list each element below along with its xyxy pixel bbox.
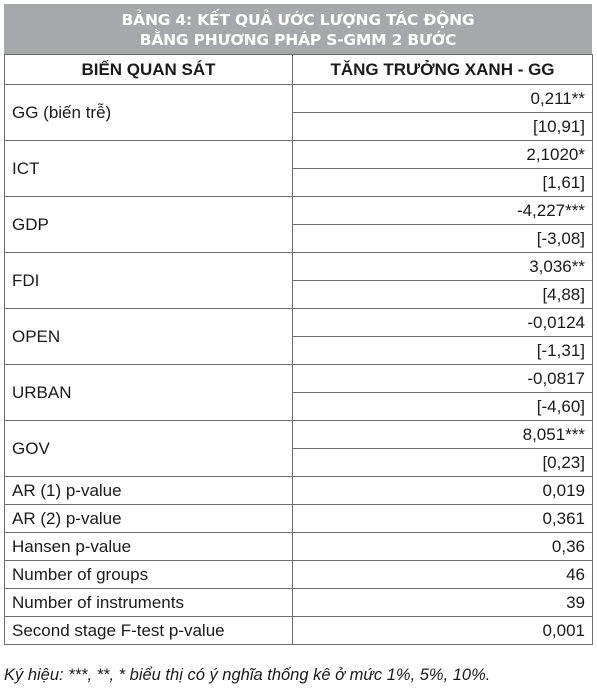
statistic-row	[5, 561, 593, 589]
statistic-value: 0,001	[293, 617, 593, 645]
t-statistic-value: [4,88]	[293, 281, 593, 309]
variable-row-coef	[5, 253, 593, 281]
statistic-name: Hansen p-value	[5, 533, 293, 561]
coefficient-value: 2,1020*	[293, 141, 593, 169]
variable-row-coef	[5, 85, 593, 113]
table-header-row	[5, 55, 593, 85]
variable-row-coef	[5, 141, 593, 169]
statistic-name: AR (2) p-value	[5, 505, 293, 533]
t-statistic-value: [1,61]	[293, 169, 593, 197]
statistic-value: 46	[293, 561, 593, 589]
table-title	[4, 4, 592, 54]
coefficient-value: 8,051***	[293, 421, 593, 449]
variable-name: OPEN	[5, 309, 293, 365]
variable-name: URBAN	[5, 365, 293, 421]
t-statistic-value: [10,91]	[293, 113, 593, 141]
statistic-value: 39	[293, 589, 593, 617]
statistic-value: 0,361	[293, 505, 593, 533]
t-statistic-value: [-4,60]	[293, 393, 593, 421]
coefficient-value: -4,227***	[293, 197, 593, 225]
variable-name: GG (biến trễ)	[5, 85, 293, 141]
footnote: Ký hiệu: ***, **, * biểu thị có ý nghĩa thống kê ở mức 1%, 5%, 10%.	[4, 666, 491, 684]
results-table-container	[4, 4, 592, 645]
coefficient-value: 3,036**	[293, 253, 593, 281]
coefficient-value: -0,0817	[293, 365, 593, 393]
variable-name: ICT	[5, 141, 293, 197]
statistic-value: 0,36	[293, 533, 593, 561]
statistic-row	[5, 589, 593, 617]
statistic-name: Number of instruments	[5, 589, 293, 617]
table-body	[5, 85, 593, 645]
variable-name: GOV	[5, 421, 293, 477]
coefficient-value: 0,211**	[293, 85, 593, 113]
statistic-row	[5, 533, 593, 561]
table-title-line-2: BẰNG PHƯƠNG PHÁP S-GMM 2 BƯỚC	[139, 31, 457, 49]
table-title-line-1: BẢNG 4: KẾT QUẢ ƯỚC LƯỢNG TÁC ĐỘNG	[121, 11, 475, 29]
statistic-row	[5, 477, 593, 505]
statistic-name: AR (1) p-value	[5, 477, 293, 505]
variable-name: GDP	[5, 197, 293, 253]
variable-row-coef	[5, 365, 593, 393]
t-statistic-value: [0,23]	[293, 449, 593, 477]
header-green-growth: TĂNG TRƯỞNG XANH - GG	[293, 55, 593, 85]
variable-name: FDI	[5, 253, 293, 309]
statistic-name: Number of groups	[5, 561, 293, 589]
statistic-row	[5, 617, 593, 645]
t-statistic-value: [-1,31]	[293, 337, 593, 365]
results-table	[4, 54, 593, 645]
statistic-value: 0,019	[293, 477, 593, 505]
header-variable: BIẾN QUAN SÁT	[5, 55, 293, 85]
variable-row-coef	[5, 197, 593, 225]
variable-row-coef	[5, 309, 593, 337]
variable-row-coef	[5, 421, 593, 449]
t-statistic-value: [-3,08]	[293, 225, 593, 253]
statistic-name: Second stage F-test p-value	[5, 617, 293, 645]
coefficient-value: -0,0124	[293, 309, 593, 337]
statistic-row	[5, 505, 593, 533]
